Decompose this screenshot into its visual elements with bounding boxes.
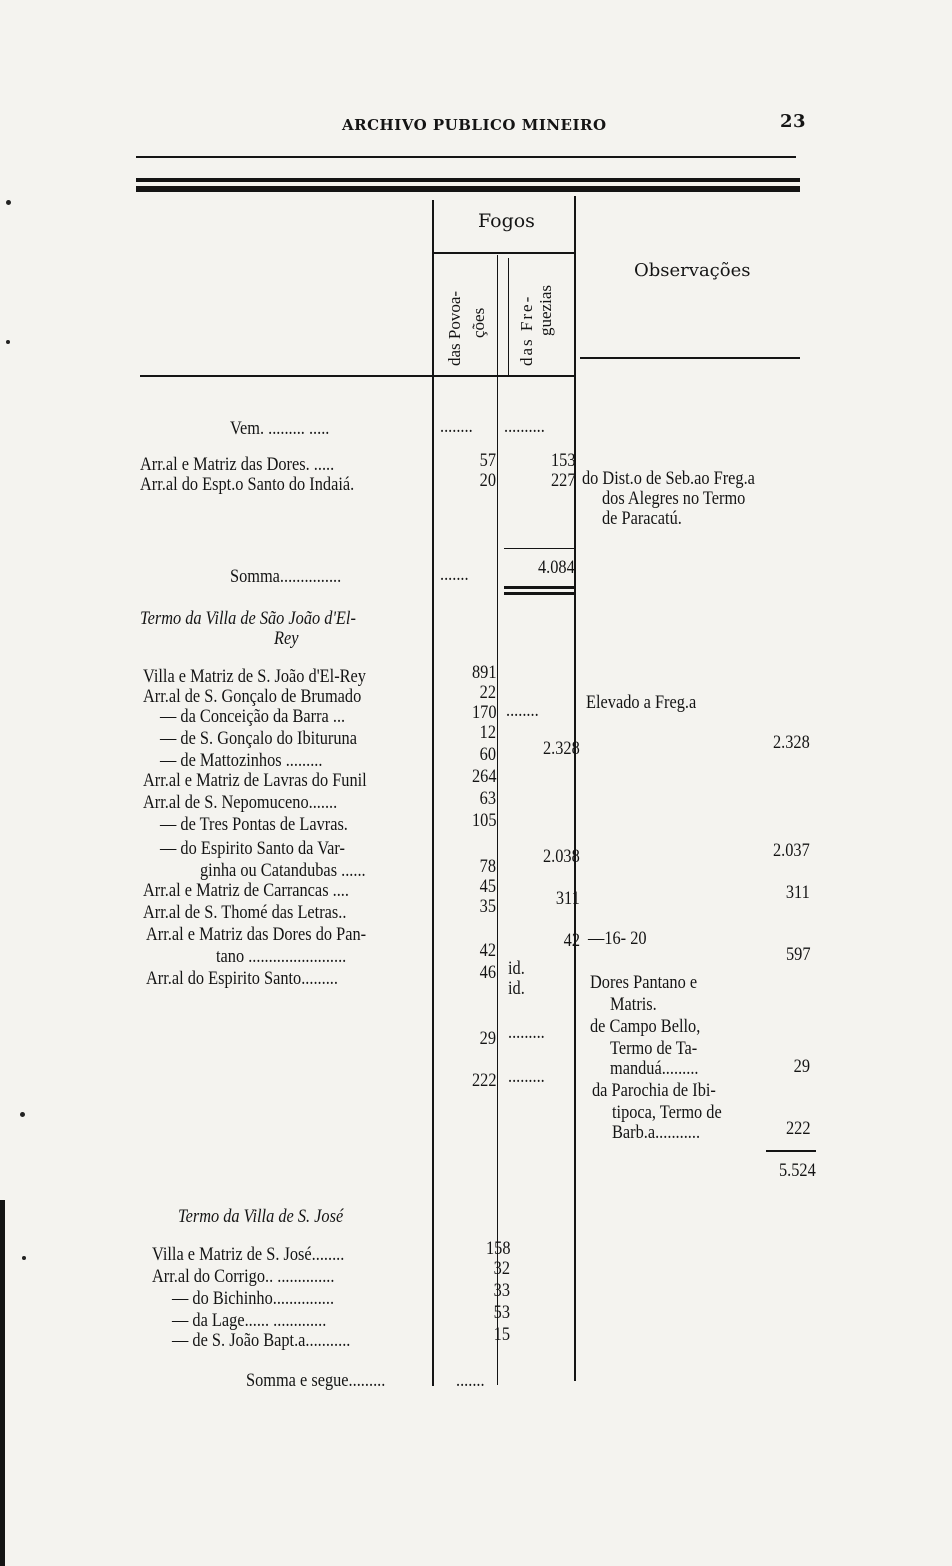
- fogos-header: Fogos: [478, 210, 535, 232]
- header-rule-thick-2: [136, 186, 800, 192]
- povoacoes-header-1: das Povoa-: [445, 290, 464, 366]
- table-row-label: Arr.al e Matriz de Lavras do Funil: [143, 770, 367, 791]
- col-line-left: [432, 200, 434, 1386]
- running-total: 2.328: [773, 732, 810, 753]
- freguezias-header-2: guezias: [536, 285, 555, 336]
- table-row-label: — da Conceição da Barra ...: [160, 706, 346, 727]
- obs-header-bottom: [580, 357, 800, 359]
- table-row-label: Villa e Matriz de S. José........: [152, 1244, 345, 1265]
- row-label: Arr.al do Espt.o Santo do Indaiá.: [140, 474, 355, 495]
- observation-text: —16- 20: [588, 928, 647, 949]
- row-pov: 20: [479, 470, 496, 491]
- somma-segue-label: Somma e segue.........: [246, 1370, 386, 1391]
- freg-total: 42: [563, 930, 580, 951]
- table-row-label: Arr.al do Espirito Santo.........: [146, 968, 338, 989]
- table-row-label: — da Lage...... .............: [172, 1310, 327, 1331]
- table-row-pov: 46: [479, 962, 496, 983]
- header-rule-thin: [136, 156, 796, 158]
- observation-text: manduá.........: [610, 1058, 699, 1079]
- scan-edge: [0, 1200, 5, 1566]
- table-row-label: — de S. João Bapt.a...........: [172, 1330, 351, 1351]
- fogos-underline: [432, 252, 576, 254]
- table-row-pov: 105: [471, 810, 496, 831]
- leader-dots: .........: [508, 1022, 545, 1043]
- table-row-pov: 222: [471, 1070, 496, 1091]
- observacoes-header: Observações: [634, 260, 751, 281]
- freg-total: 2.328: [543, 738, 580, 759]
- scan-speck: [6, 200, 11, 205]
- somma-total: 4.084: [538, 557, 575, 578]
- grand-total: 5.524: [779, 1160, 816, 1181]
- page-number: 23: [780, 111, 807, 132]
- somma-segue-dots: .......: [456, 1370, 485, 1391]
- freg-total: 311: [556, 888, 580, 909]
- row-freg: 227: [550, 470, 575, 491]
- table-row-pov: 12: [479, 722, 496, 743]
- table-row-label: — do Espirito Santo da Var-: [160, 838, 345, 859]
- section-title: Termo da Villa de São João d'El-: [140, 608, 356, 629]
- table-row-pov: 53: [493, 1302, 510, 1323]
- observation-text: dos Alegres no Termo: [602, 488, 746, 509]
- observation-text: Elevado a Freg.a: [586, 692, 697, 713]
- somma-total-rule: [504, 586, 576, 589]
- id-mark: id.: [508, 958, 525, 979]
- table-row-pov: 264: [471, 766, 496, 787]
- observation-text: de Paracatú.: [602, 508, 682, 529]
- table-row-pov: 32: [493, 1258, 510, 1279]
- table-row-pov: 35: [479, 896, 496, 917]
- somma-top-rule: [504, 548, 576, 549]
- freg-total: 2.038: [543, 846, 580, 867]
- vem-dots-freg: ..........: [504, 416, 545, 437]
- table-row-pov: 29: [479, 1028, 496, 1049]
- leader-dots: .........: [508, 1066, 545, 1087]
- row-freg: 153: [550, 450, 575, 471]
- header-rule-thick: [136, 178, 800, 182]
- leader-dots: ........: [506, 700, 539, 721]
- col-line-right: [574, 196, 576, 1381]
- table-row-pov: 170: [471, 702, 496, 723]
- table-row-pov: 45: [479, 876, 496, 897]
- running-title: ARCHIVO PUBLICO MINEIRO: [342, 116, 607, 134]
- table-row-label: Arr.al e Matriz das Dores do Pan-: [146, 924, 367, 945]
- col-line-mid2: [508, 258, 509, 376]
- running-total: 222: [785, 1118, 810, 1139]
- table-row-label: Arr.al do Corrigo.. ..............: [152, 1266, 335, 1287]
- freguezias-header-1: das Fre-: [517, 294, 536, 366]
- table-row-pov: 42: [479, 940, 496, 961]
- observation-text: Matris.: [610, 994, 657, 1015]
- table-row-pov: 63: [479, 788, 496, 809]
- observation-text: da Parochia de Ibi-: [592, 1080, 716, 1101]
- row-label: Arr.al e Matriz das Dores. .....: [140, 454, 335, 475]
- scan-speck: [22, 1256, 26, 1260]
- running-total: 2.037: [773, 840, 810, 861]
- vem-dots-pov: ........: [440, 416, 473, 437]
- povoacoes-header-2: ções: [469, 307, 488, 338]
- observation-text: do Dist.o de Seb.ao Freg.a: [582, 468, 755, 489]
- id-mark: id.: [508, 978, 525, 999]
- table-header-bottom: [140, 375, 576, 377]
- table-row-label: — do Bichinho...............: [172, 1288, 335, 1309]
- section-title: Termo da Villa de S. José: [178, 1206, 344, 1227]
- col-line-mid: [497, 255, 498, 1385]
- table-row-pov: 33: [493, 1280, 510, 1301]
- observation-text: Termo de Ta-: [610, 1038, 698, 1059]
- table-row-pov: 15: [493, 1324, 510, 1345]
- running-total: 597: [785, 944, 810, 965]
- table-row-label: — de S. Gonçalo do Ibituruna: [160, 728, 357, 749]
- table-row-pov: 158: [485, 1238, 510, 1259]
- table-row-pov: 891: [471, 662, 496, 683]
- table-row-label: Arr.al de S. Thomé das Letras..: [143, 902, 347, 923]
- running-total: 311: [786, 882, 810, 903]
- observation-text: tipoca, Termo de: [612, 1102, 722, 1123]
- observation-text: Barb.a...........: [612, 1122, 701, 1143]
- running-total: 29: [793, 1056, 810, 1077]
- somma-total-rule-2: [504, 592, 576, 595]
- table-row-label: Villa e Matriz de S. João d'El-Rey: [143, 666, 366, 687]
- table-row-label: Arr.al de S. Nepomuceno.......: [143, 792, 338, 813]
- observation-text: Dores Pantano e: [590, 972, 698, 993]
- table-row-pov: 78: [479, 856, 496, 877]
- vem-label: Vem. ......... .....: [230, 418, 330, 439]
- grand-total-rule: [766, 1150, 816, 1152]
- row-pov: 57: [479, 450, 496, 471]
- table-row-pov: 22: [479, 682, 496, 703]
- somma-dots: .......: [440, 564, 469, 585]
- table-row-label: Arr.al e Matriz de Carrancas ....: [143, 880, 349, 901]
- section-title: Rey: [274, 628, 299, 649]
- table-row-label: — de Tres Pontas de Lavras.: [160, 814, 348, 835]
- table-row-label: — de Mattozinhos .........: [160, 750, 323, 771]
- scan-speck: [20, 1112, 25, 1117]
- somma-label: Somma...............: [230, 566, 342, 587]
- observation-text: de Campo Bello,: [590, 1016, 701, 1037]
- scan-speck: [6, 340, 10, 344]
- table-row-label: tano ........................: [216, 946, 347, 967]
- table-row-label: ginha ou Catandubas ......: [200, 860, 366, 881]
- table-row-pov: 60: [479, 744, 496, 765]
- table-row-label: Arr.al de S. Gonçalo de Brumado: [143, 686, 362, 707]
